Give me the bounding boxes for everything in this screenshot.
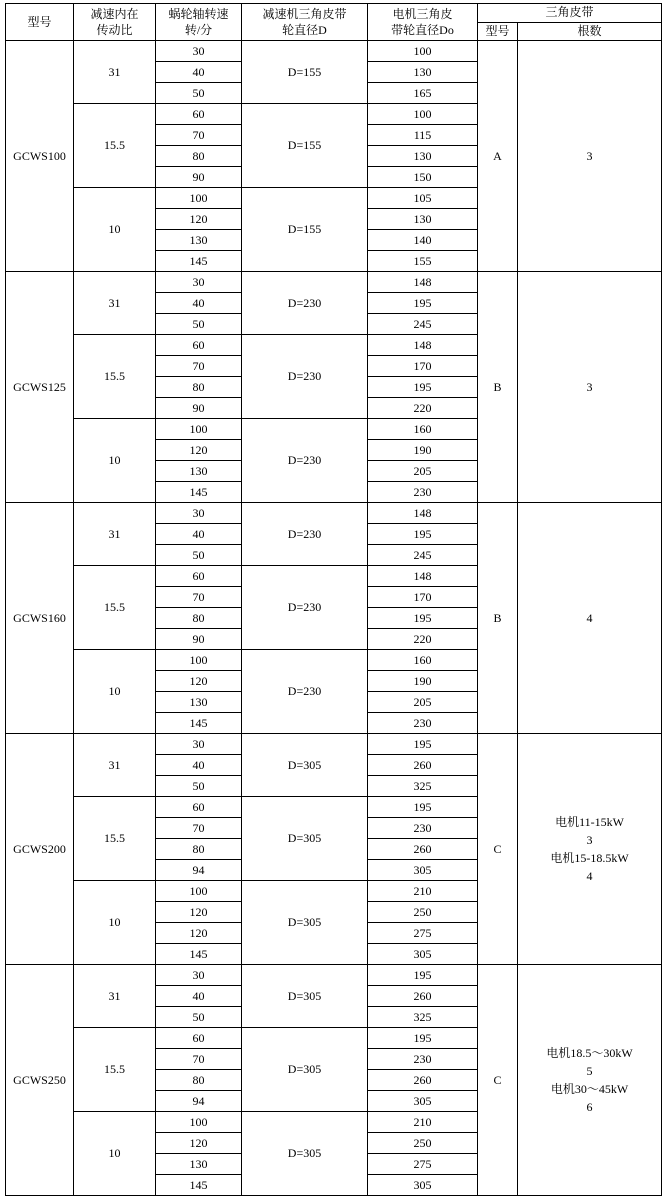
cell-speed: 130 [156, 1154, 242, 1175]
cell-speed: 50 [156, 776, 242, 797]
cell-motor-pulley-diameter: 130 [368, 209, 478, 230]
header-motor-line1: 电机三角皮 [392, 6, 453, 21]
cell-speed: 70 [156, 1049, 242, 1070]
cell-ratio: 10 [74, 419, 156, 503]
cell-pulley-diameter: D=230 [242, 650, 368, 734]
cell-speed: 100 [156, 650, 242, 671]
cell-motor-pulley-diameter: 190 [368, 440, 478, 461]
cell-motor-pulley-diameter: 190 [368, 671, 478, 692]
cell-speed: 145 [156, 1175, 242, 1196]
cell-speed: 120 [156, 209, 242, 230]
cell-pulley-diameter: D=305 [242, 1112, 368, 1196]
cell-speed: 80 [156, 1070, 242, 1091]
cell-speed: 80 [156, 146, 242, 167]
cell-speed: 100 [156, 1112, 242, 1133]
cell-motor-pulley-diameter: 130 [368, 146, 478, 167]
cell-motor-pulley-diameter: 195 [368, 524, 478, 545]
cell-ratio: 31 [74, 965, 156, 1028]
cell-motor-pulley-diameter: 100 [368, 104, 478, 125]
cell-motor-pulley-diameter: 100 [368, 41, 478, 62]
cell-motor-pulley-diameter: 148 [368, 503, 478, 524]
header-ratio-line1: 减速内在 [90, 6, 139, 21]
cell-motor-pulley-diameter: 220 [368, 398, 478, 419]
cell-motor-pulley-diameter: 260 [368, 755, 478, 776]
cell-speed: 30 [156, 734, 242, 755]
cell-ratio: 15.5 [74, 335, 156, 419]
cell-speed: 60 [156, 797, 242, 818]
cell-speed: 40 [156, 755, 242, 776]
cell-speed: 145 [156, 251, 242, 272]
cell-speed: 60 [156, 1028, 242, 1049]
cell-speed: 40 [156, 986, 242, 1007]
cell-speed: 120 [156, 1133, 242, 1154]
cell-ratio: 15.5 [74, 797, 156, 881]
spec-sheet [0, 3, 668, 1192]
cell-motor-pulley-diameter: 165 [368, 83, 478, 104]
cell-speed: 90 [156, 167, 242, 188]
cell-motor-pulley-diameter: 195 [368, 377, 478, 398]
cell-speed: 60 [156, 335, 242, 356]
table-header-row-1 [6, 4, 662, 23]
belt-count-note-line: 电机30～45kW [550, 1082, 629, 1096]
cell-speed: 60 [156, 104, 242, 125]
cell-speed: 100 [156, 419, 242, 440]
cell-belt-count: 4 [518, 503, 662, 734]
cell-motor-pulley-diameter: 325 [368, 1007, 478, 1028]
cell-speed: 80 [156, 377, 242, 398]
cell-speed: 80 [156, 839, 242, 860]
cell-model: GCWS160 [6, 503, 74, 734]
cell-speed: 130 [156, 461, 242, 482]
cell-motor-pulley-diameter: 230 [368, 1049, 478, 1070]
cell-ratio: 10 [74, 881, 156, 965]
header-motor-line2: 带轮直径Do [391, 23, 454, 37]
cell-pulley-diameter: D=155 [242, 41, 368, 104]
cell-speed: 70 [156, 356, 242, 377]
cell-motor-pulley-diameter: 148 [368, 335, 478, 356]
cell-ratio: 10 [74, 650, 156, 734]
cell-motor-pulley-diameter: 230 [368, 482, 478, 503]
header-pulley-diameter [242, 4, 368, 41]
cell-pulley-diameter: D=155 [242, 104, 368, 188]
cell-pulley-diameter: D=305 [242, 734, 368, 797]
cell-motor-pulley-diameter: 195 [368, 965, 478, 986]
cell-motor-pulley-diameter: 148 [368, 272, 478, 293]
cell-motor-pulley-diameter: 275 [368, 1154, 478, 1175]
cell-motor-pulley-diameter: 275 [368, 923, 478, 944]
header-belt-count: 根数 [518, 22, 662, 41]
cell-belt-count: 3 [518, 272, 662, 503]
header-speed-line2: 转/分 [184, 23, 213, 37]
cell-belt-type: C [478, 965, 518, 1196]
gearbox-belt-spec-table [5, 3, 662, 1196]
cell-pulley-diameter: D=230 [242, 566, 368, 650]
header-belt-group: 三角皮带 [478, 4, 662, 23]
header-pulley-line2: 轮直径D [282, 23, 327, 37]
cell-motor-pulley-diameter: 250 [368, 1133, 478, 1154]
cell-motor-pulley-diameter: 130 [368, 62, 478, 83]
belt-count-note [518, 1044, 661, 1116]
cell-motor-pulley-diameter: 195 [368, 293, 478, 314]
cell-speed: 30 [156, 272, 242, 293]
cell-ratio: 15.5 [74, 566, 156, 650]
cell-motor-pulley-diameter: 250 [368, 902, 478, 923]
cell-motor-pulley-diameter: 305 [368, 1091, 478, 1112]
header-pulley-line1: 减速机三角皮带 [262, 6, 347, 21]
cell-motor-pulley-diameter: 205 [368, 461, 478, 482]
cell-motor-pulley-diameter: 260 [368, 986, 478, 1007]
cell-motor-pulley-diameter: 140 [368, 230, 478, 251]
belt-count-note-line: 3 [586, 833, 593, 847]
cell-belt-type: B [478, 503, 518, 734]
cell-speed: 50 [156, 314, 242, 335]
table-row [6, 503, 662, 524]
cell-motor-pulley-diameter: 155 [368, 251, 478, 272]
cell-pulley-diameter: D=230 [242, 272, 368, 335]
cell-pulley-diameter: D=305 [242, 965, 368, 1028]
cell-speed: 120 [156, 923, 242, 944]
belt-count-note-line: 5 [586, 1064, 593, 1078]
header-model: 型号 [6, 4, 74, 41]
cell-speed: 94 [156, 860, 242, 881]
belt-count-note-line: 4 [586, 869, 593, 883]
cell-pulley-diameter: D=230 [242, 503, 368, 566]
cell-motor-pulley-diameter: 210 [368, 881, 478, 902]
cell-speed: 30 [156, 965, 242, 986]
cell-motor-pulley-diameter: 205 [368, 692, 478, 713]
cell-belt-count [518, 734, 662, 965]
table-row [6, 965, 662, 986]
cell-speed: 120 [156, 902, 242, 923]
cell-motor-pulley-diameter: 148 [368, 566, 478, 587]
cell-pulley-diameter: D=305 [242, 1028, 368, 1112]
cell-motor-pulley-diameter: 245 [368, 314, 478, 335]
cell-speed: 60 [156, 566, 242, 587]
belt-count-note-line: 电机18.5～30kW [546, 1046, 633, 1060]
cell-pulley-diameter: D=230 [242, 419, 368, 503]
cell-speed: 70 [156, 125, 242, 146]
belt-count-note-line: 电机11-15kW [555, 815, 624, 829]
cell-speed: 40 [156, 62, 242, 83]
header-speed-line1: 蜗轮轴转速 [168, 6, 229, 21]
header-ratio [74, 4, 156, 41]
cell-motor-pulley-diameter: 195 [368, 734, 478, 755]
cell-motor-pulley-diameter: 105 [368, 188, 478, 209]
cell-ratio: 31 [74, 503, 156, 566]
cell-speed: 50 [156, 1007, 242, 1028]
cell-motor-pulley-diameter: 230 [368, 818, 478, 839]
cell-speed: 130 [156, 230, 242, 251]
belt-count-note-line: 电机15-18.5kW [550, 851, 629, 865]
cell-speed: 90 [156, 629, 242, 650]
cell-motor-pulley-diameter: 260 [368, 1070, 478, 1091]
cell-motor-pulley-diameter: 170 [368, 587, 478, 608]
cell-speed: 145 [156, 713, 242, 734]
cell-motor-pulley-diameter: 305 [368, 944, 478, 965]
cell-ratio: 15.5 [74, 1028, 156, 1112]
cell-motor-pulley-diameter: 305 [368, 1175, 478, 1196]
cell-model: GCWS125 [6, 272, 74, 503]
cell-speed: 145 [156, 482, 242, 503]
cell-speed: 70 [156, 587, 242, 608]
cell-speed: 30 [156, 503, 242, 524]
cell-belt-type: B [478, 272, 518, 503]
cell-pulley-diameter: D=305 [242, 881, 368, 965]
cell-ratio: 31 [74, 734, 156, 797]
cell-speed: 100 [156, 881, 242, 902]
cell-motor-pulley-diameter: 245 [368, 545, 478, 566]
cell-belt-count [518, 965, 662, 1196]
cell-motor-pulley-diameter: 150 [368, 167, 478, 188]
cell-ratio: 10 [74, 1112, 156, 1196]
table-row [6, 734, 662, 755]
belt-count-note-line: 6 [586, 1100, 593, 1114]
cell-ratio: 10 [74, 188, 156, 272]
table-row [6, 272, 662, 293]
cell-motor-pulley-diameter: 260 [368, 839, 478, 860]
table-row [6, 41, 662, 62]
cell-model: GCWS200 [6, 734, 74, 965]
cell-motor-pulley-diameter: 195 [368, 797, 478, 818]
cell-ratio: 15.5 [74, 104, 156, 188]
cell-motor-pulley-diameter: 160 [368, 419, 478, 440]
cell-speed: 130 [156, 692, 242, 713]
cell-belt-type: A [478, 41, 518, 272]
cell-speed: 90 [156, 398, 242, 419]
cell-motor-pulley-diameter: 195 [368, 1028, 478, 1049]
cell-motor-pulley-diameter: 160 [368, 650, 478, 671]
header-ratio-line2: 传动比 [96, 23, 133, 37]
header-motor-pulley-diameter [368, 4, 478, 41]
cell-speed: 145 [156, 944, 242, 965]
cell-pulley-diameter: D=230 [242, 335, 368, 419]
cell-speed: 70 [156, 818, 242, 839]
cell-speed: 50 [156, 545, 242, 566]
cell-model: GCWS250 [6, 965, 74, 1196]
cell-ratio: 31 [74, 272, 156, 335]
cell-motor-pulley-diameter: 115 [368, 125, 478, 146]
cell-motor-pulley-diameter: 325 [368, 776, 478, 797]
header-speed [156, 4, 242, 41]
header-belt-type: 型号 [478, 22, 518, 41]
cell-belt-type: C [478, 734, 518, 965]
cell-pulley-diameter: D=155 [242, 188, 368, 272]
cell-speed: 80 [156, 608, 242, 629]
cell-speed: 40 [156, 524, 242, 545]
cell-speed: 50 [156, 83, 242, 104]
cell-motor-pulley-diameter: 210 [368, 1112, 478, 1133]
cell-speed: 120 [156, 440, 242, 461]
cell-speed: 100 [156, 188, 242, 209]
cell-motor-pulley-diameter: 230 [368, 713, 478, 734]
cell-speed: 30 [156, 41, 242, 62]
cell-motor-pulley-diameter: 305 [368, 860, 478, 881]
belt-count-note [518, 813, 661, 885]
cell-speed: 94 [156, 1091, 242, 1112]
cell-motor-pulley-diameter: 195 [368, 608, 478, 629]
cell-belt-count: 3 [518, 41, 662, 272]
cell-speed: 120 [156, 671, 242, 692]
cell-speed: 40 [156, 293, 242, 314]
cell-pulley-diameter: D=305 [242, 797, 368, 881]
cell-model: GCWS100 [6, 41, 74, 272]
cell-motor-pulley-diameter: 170 [368, 356, 478, 377]
cell-motor-pulley-diameter: 220 [368, 629, 478, 650]
cell-ratio: 31 [74, 41, 156, 104]
